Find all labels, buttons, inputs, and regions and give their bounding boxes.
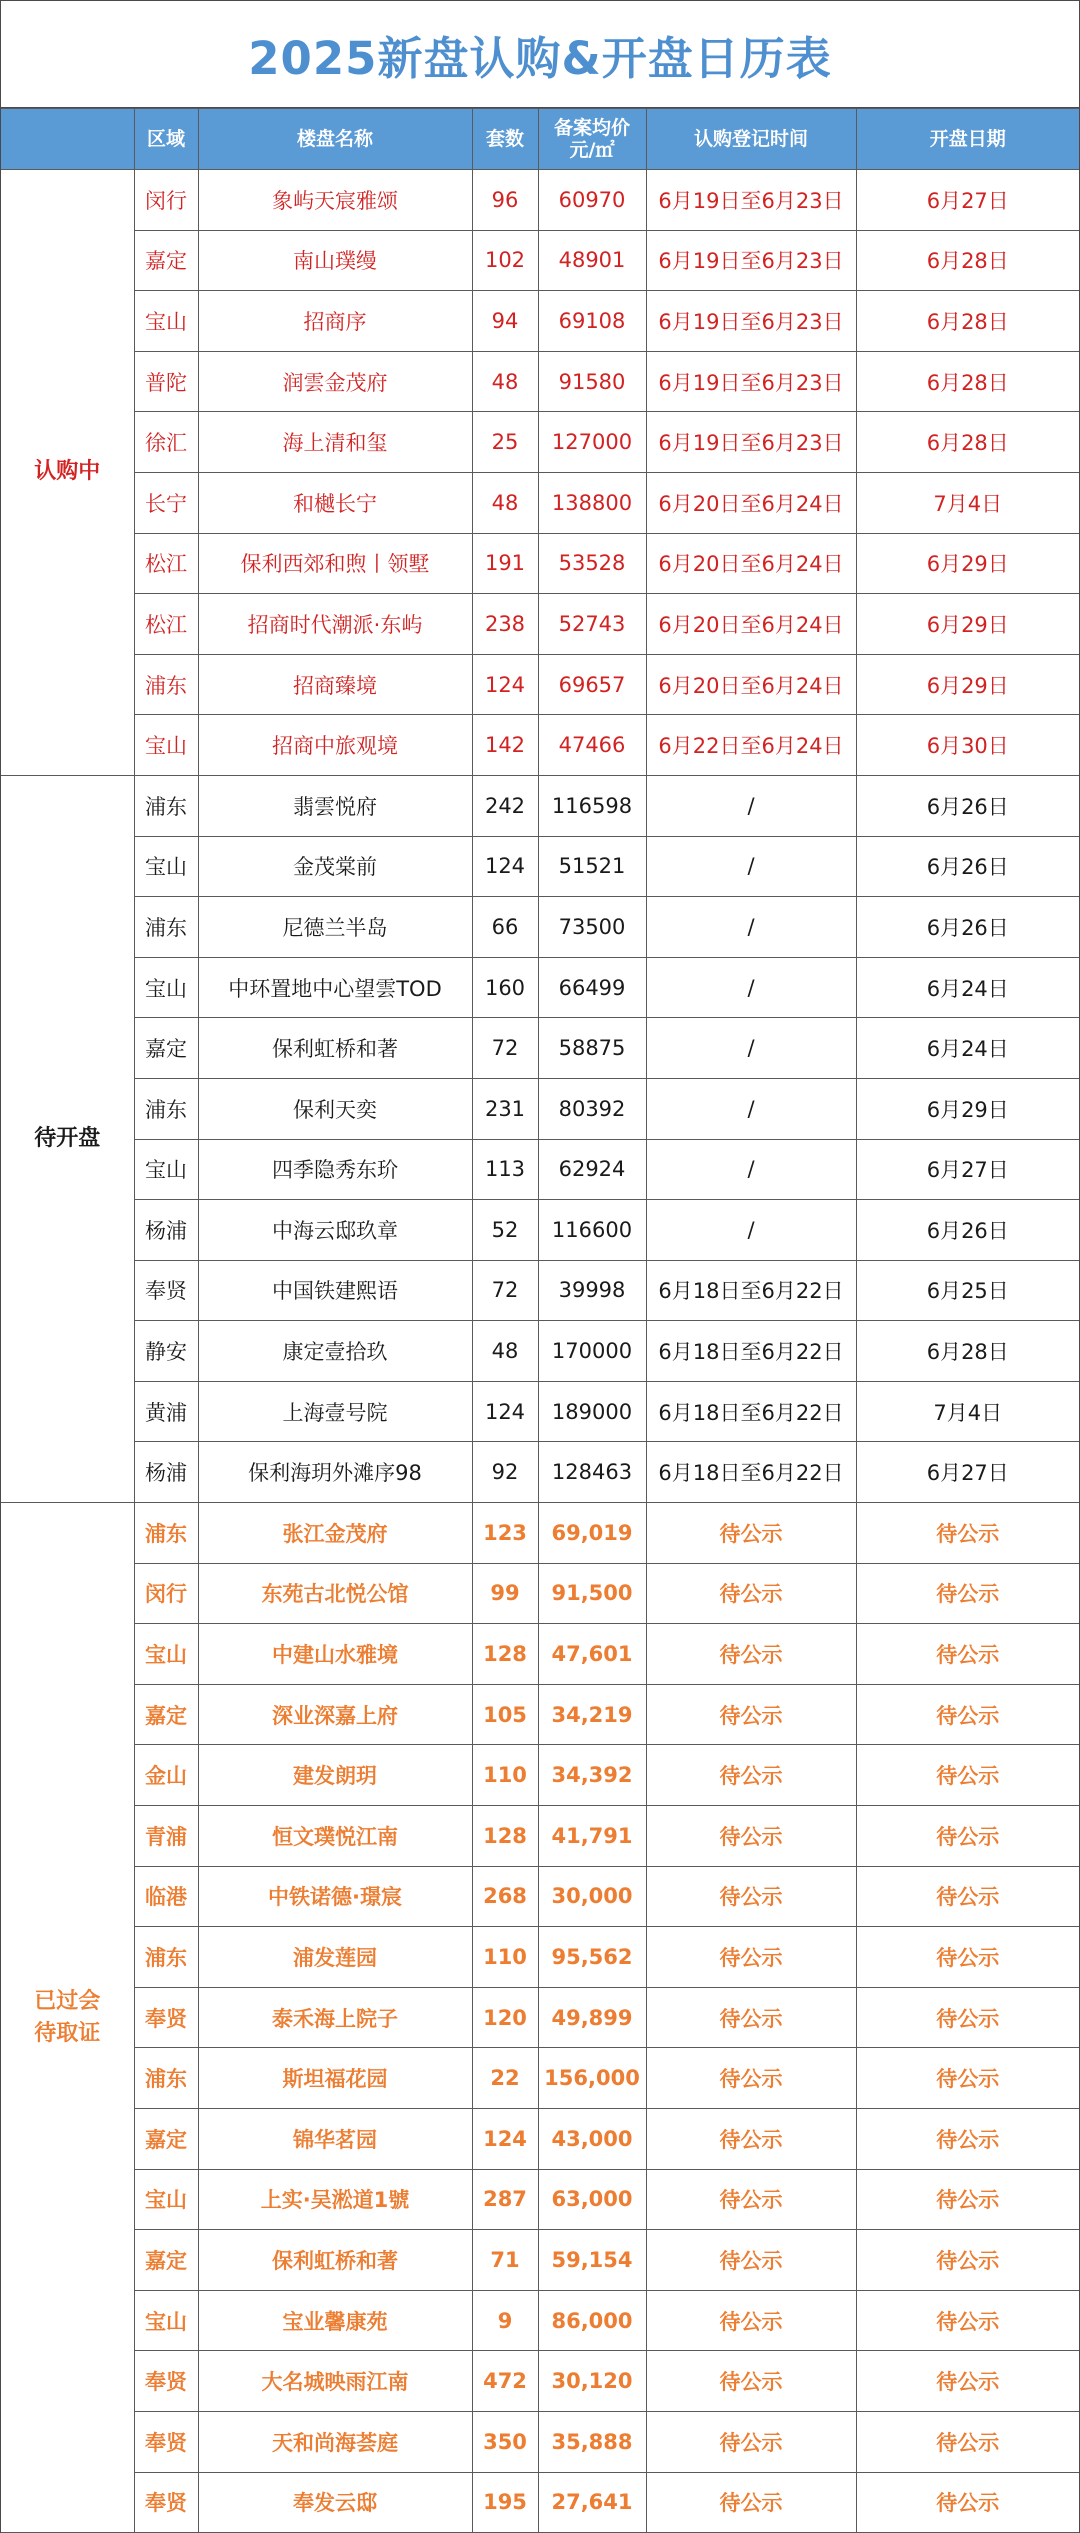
- units-cell: 123: [472, 1503, 538, 1564]
- project-cell: 上实·吴淞道1號: [198, 2169, 472, 2230]
- subscription-cell: 6月18日至6月22日: [646, 1442, 856, 1503]
- units-cell: 22: [472, 2048, 538, 2109]
- price-cell: 128463: [538, 1442, 646, 1503]
- open-date-cell: 6月28日: [856, 1321, 1079, 1382]
- units-cell: 48: [472, 351, 538, 412]
- open-date-cell: 待公示: [856, 1684, 1079, 1745]
- district-cell: 宝山: [134, 2169, 198, 2230]
- price-cell: 91,500: [538, 1563, 646, 1624]
- group-label-line: 待取证: [34, 2020, 101, 2046]
- open-date-cell: 待公示: [856, 1927, 1079, 1988]
- district-cell: 嘉定: [134, 230, 198, 291]
- units-cell: 99: [472, 1563, 538, 1624]
- table-body: [1, 170, 1079, 2533]
- table-row: [1, 472, 1079, 533]
- project-cell: 泰禾海上院子: [198, 1987, 472, 2048]
- price-cell: 91580: [538, 351, 646, 412]
- table-row: [1, 957, 1079, 1018]
- project-cell: 深业深嘉上府: [198, 1684, 472, 1745]
- table-row: [1, 1139, 1079, 1200]
- price-cell: 39998: [538, 1260, 646, 1321]
- project-cell: 南山璞缦: [198, 230, 472, 291]
- table-row: [1, 1806, 1079, 1867]
- project-cell: 润雲金茂府: [198, 351, 472, 412]
- table-row: [1, 1442, 1079, 1503]
- subscription-cell: 6月19日至6月23日: [646, 291, 856, 352]
- table-row: [1, 2290, 1079, 2351]
- subscription-cell: /: [646, 1018, 856, 1079]
- table-row: [1, 654, 1079, 715]
- units-cell: 124: [472, 1381, 538, 1442]
- units-cell: 195: [472, 2472, 538, 2533]
- open-date-cell: 待公示: [856, 1806, 1079, 1867]
- project-cell: 和樾长宁: [198, 472, 472, 533]
- open-date-cell: 7月4日: [856, 472, 1079, 533]
- open-date-cell: 6月26日: [856, 897, 1079, 958]
- units-cell: 160: [472, 957, 538, 1018]
- district-cell: 宝山: [134, 2290, 198, 2351]
- subscription-cell: /: [646, 1139, 856, 1200]
- table-row: [1, 230, 1079, 291]
- subscription-cell: 待公示: [646, 2109, 856, 2170]
- table-row: [1, 1684, 1079, 1745]
- group-label-cell: 待开盘: [1, 775, 134, 1502]
- table-row: [1, 2169, 1079, 2230]
- subscription-cell: /: [646, 775, 856, 836]
- open-date-cell: 6月29日: [856, 1078, 1079, 1139]
- price-cell: 47,601: [538, 1624, 646, 1685]
- units-cell: 124: [472, 654, 538, 715]
- open-date-cell: 6月25日: [856, 1260, 1079, 1321]
- subscription-cell: 6月18日至6月22日: [646, 1260, 856, 1321]
- project-cell: 上海壹号院: [198, 1381, 472, 1442]
- units-cell: 110: [472, 1745, 538, 1806]
- table-row: [1, 1624, 1079, 1685]
- subscription-cell: 6月20日至6月24日: [646, 472, 856, 533]
- calendar-table: [1, 108, 1079, 2533]
- open-date-cell: 待公示: [856, 2411, 1079, 2472]
- subscription-cell: 待公示: [646, 2411, 856, 2472]
- subscription-cell: /: [646, 957, 856, 1018]
- district-cell: 嘉定: [134, 1018, 198, 1079]
- units-cell: 66: [472, 897, 538, 958]
- units-cell: 124: [472, 836, 538, 897]
- subscription-cell: 6月19日至6月23日: [646, 351, 856, 412]
- table-row: [1, 1866, 1079, 1927]
- district-cell: 普陀: [134, 351, 198, 412]
- units-cell: 191: [472, 533, 538, 594]
- subscription-cell: 待公示: [646, 2169, 856, 2230]
- open-date-cell: 6月26日: [856, 836, 1079, 897]
- project-cell: 招商序: [198, 291, 472, 352]
- units-cell: 72: [472, 1260, 538, 1321]
- table-row: [1, 1987, 1079, 2048]
- table-row: [1, 594, 1079, 655]
- subscription-cell: /: [646, 897, 856, 958]
- district-cell: 杨浦: [134, 1442, 198, 1503]
- table-row: [1, 1381, 1079, 1442]
- subscription-cell: 6月20日至6月24日: [646, 654, 856, 715]
- project-cell: 翡雲悦府: [198, 775, 472, 836]
- project-cell: 大名城映雨江南: [198, 2351, 472, 2412]
- project-cell: 康定壹拾玖: [198, 1321, 472, 1382]
- price-cell: 63,000: [538, 2169, 646, 2230]
- subscription-cell: 6月18日至6月22日: [646, 1381, 856, 1442]
- header-district: 区域: [134, 109, 198, 170]
- units-cell: 110: [472, 1927, 538, 1988]
- units-cell: 238: [472, 594, 538, 655]
- open-date-cell: 6月28日: [856, 351, 1079, 412]
- units-cell: 25: [472, 412, 538, 473]
- open-date-cell: 6月26日: [856, 1200, 1079, 1261]
- price-cell: 69657: [538, 654, 646, 715]
- project-cell: 中建山水雅境: [198, 1624, 472, 1685]
- district-cell: 浦东: [134, 2048, 198, 2109]
- district-cell: 宝山: [134, 1624, 198, 1685]
- price-cell: 43,000: [538, 2109, 646, 2170]
- subscription-cell: 待公示: [646, 1806, 856, 1867]
- project-cell: 四季隐秀东玠: [198, 1139, 472, 1200]
- open-date-cell: 6月29日: [856, 594, 1079, 655]
- price-cell: 51521: [538, 836, 646, 897]
- price-cell: 86,000: [538, 2290, 646, 2351]
- units-cell: 9: [472, 2290, 538, 2351]
- price-cell: 47466: [538, 715, 646, 776]
- district-cell: 宝山: [134, 957, 198, 1018]
- open-date-cell: 6月24日: [856, 1018, 1079, 1079]
- price-cell: 156,000: [538, 2048, 646, 2109]
- project-cell: 保利天奕: [198, 1078, 472, 1139]
- open-date-cell: 6月28日: [856, 291, 1079, 352]
- units-cell: 231: [472, 1078, 538, 1139]
- price-cell: 49,899: [538, 1987, 646, 2048]
- table-row: [1, 2230, 1079, 2291]
- project-cell: 宝业馨康苑: [198, 2290, 472, 2351]
- subscription-cell: 待公示: [646, 2048, 856, 2109]
- open-date-cell: 7月4日: [856, 1381, 1079, 1442]
- table-row: [1, 1563, 1079, 1624]
- units-cell: 120: [472, 1987, 538, 2048]
- open-date-cell: 6月24日: [856, 957, 1079, 1018]
- subscription-cell: 待公示: [646, 1927, 856, 1988]
- subscription-cell: 待公示: [646, 2472, 856, 2533]
- units-cell: 128: [472, 1806, 538, 1867]
- project-cell: 建发朗玥: [198, 1745, 472, 1806]
- district-cell: 宝山: [134, 715, 198, 776]
- price-cell: 69,019: [538, 1503, 646, 1564]
- price-cell: 30,000: [538, 1866, 646, 1927]
- open-date-cell: 6月29日: [856, 654, 1079, 715]
- units-cell: 71: [472, 2230, 538, 2291]
- table-row: [1, 2411, 1079, 2472]
- table-row: [1, 1927, 1079, 1988]
- open-date-cell: 6月30日: [856, 715, 1079, 776]
- units-cell: 92: [472, 1442, 538, 1503]
- units-cell: 94: [472, 291, 538, 352]
- table-row: [1, 715, 1079, 776]
- subscription-cell: 待公示: [646, 1866, 856, 1927]
- open-date-cell: 6月27日: [856, 1442, 1079, 1503]
- open-date-cell: 待公示: [856, 2048, 1079, 2109]
- district-cell: 静安: [134, 1321, 198, 1382]
- group-label-line: 已过会: [34, 1988, 101, 2014]
- price-cell: 53528: [538, 533, 646, 594]
- table-row: [1, 2109, 1079, 2170]
- open-date-cell: 待公示: [856, 2169, 1079, 2230]
- open-date-cell: 待公示: [856, 1503, 1079, 1564]
- open-date-cell: 6月29日: [856, 533, 1079, 594]
- subscription-cell: 6月22日至6月24日: [646, 715, 856, 776]
- open-date-cell: 待公示: [856, 2290, 1079, 2351]
- subscription-cell: 待公示: [646, 1745, 856, 1806]
- units-cell: 128: [472, 1624, 538, 1685]
- open-date-cell: 6月27日: [856, 1139, 1079, 1200]
- price-cell: 35,888: [538, 2411, 646, 2472]
- district-cell: 宝山: [134, 1139, 198, 1200]
- table-row: [1, 351, 1079, 412]
- project-cell: 浦发莲园: [198, 1927, 472, 1988]
- subscription-cell: 待公示: [646, 1563, 856, 1624]
- header-price-line1: 备案均价: [553, 117, 630, 139]
- project-cell: 金茂棠前: [198, 836, 472, 897]
- table-row: [1, 1260, 1079, 1321]
- open-date-cell: 待公示: [856, 2472, 1079, 2533]
- project-cell: 东苑古北悦公馆: [198, 1563, 472, 1624]
- table-row: [1, 775, 1079, 836]
- units-cell: 96: [472, 170, 538, 231]
- header-open-date: 开盘日期: [856, 109, 1079, 170]
- table-row: [1, 1200, 1079, 1261]
- project-cell: 保利虹桥和著: [198, 1018, 472, 1079]
- price-cell: 41,791: [538, 1806, 646, 1867]
- units-cell: 113: [472, 1139, 538, 1200]
- subscription-cell: 待公示: [646, 2290, 856, 2351]
- price-cell: 138800: [538, 472, 646, 533]
- units-cell: 48: [472, 472, 538, 533]
- district-cell: 金山: [134, 1745, 198, 1806]
- district-cell: 长宁: [134, 472, 198, 533]
- price-cell: 59,154: [538, 2230, 646, 2291]
- project-cell: 天和尚海荟庭: [198, 2411, 472, 2472]
- district-cell: 浦东: [134, 1927, 198, 1988]
- units-cell: 287: [472, 2169, 538, 2230]
- open-date-cell: 6月28日: [856, 412, 1079, 473]
- district-cell: 奉贤: [134, 2472, 198, 2533]
- units-cell: 472: [472, 2351, 538, 2412]
- district-cell: 浦东: [134, 654, 198, 715]
- project-cell: 招商中旅观境: [198, 715, 472, 776]
- units-cell: 102: [472, 230, 538, 291]
- units-cell: 142: [472, 715, 538, 776]
- district-cell: 嘉定: [134, 2109, 198, 2170]
- table-row: [1, 291, 1079, 352]
- table-row: [1, 1018, 1079, 1079]
- district-cell: 闵行: [134, 170, 198, 231]
- table-row: [1, 1321, 1079, 1382]
- table-row: [1, 1503, 1079, 1564]
- district-cell: 杨浦: [134, 1200, 198, 1261]
- project-cell: 招商时代潮派·东屿: [198, 594, 472, 655]
- district-cell: 奉贤: [134, 2351, 198, 2412]
- subscription-cell: 待公示: [646, 1624, 856, 1685]
- units-cell: 268: [472, 1866, 538, 1927]
- project-cell: 锦华茗园: [198, 2109, 472, 2170]
- district-cell: 黄浦: [134, 1381, 198, 1442]
- subscription-cell: 6月20日至6月24日: [646, 533, 856, 594]
- subscription-cell: 待公示: [646, 1684, 856, 1745]
- group-label-cell: [1, 1503, 134, 2533]
- district-cell: 松江: [134, 594, 198, 655]
- subscription-cell: 6月19日至6月23日: [646, 230, 856, 291]
- header-subscription: 认购登记时间: [646, 109, 856, 170]
- project-cell: 招商臻境: [198, 654, 472, 715]
- project-cell: 象屿天宸雅颂: [198, 170, 472, 231]
- price-cell: 66499: [538, 957, 646, 1018]
- open-date-cell: 待公示: [856, 2230, 1079, 2291]
- header-units: 套数: [472, 109, 538, 170]
- price-cell: 80392: [538, 1078, 646, 1139]
- units-cell: 124: [472, 2109, 538, 2170]
- district-cell: 徐汇: [134, 412, 198, 473]
- subscription-cell: 待公示: [646, 1987, 856, 2048]
- price-cell: 58875: [538, 1018, 646, 1079]
- price-cell: 34,392: [538, 1745, 646, 1806]
- table-row: [1, 2048, 1079, 2109]
- price-cell: 116598: [538, 775, 646, 836]
- district-cell: 闵行: [134, 1563, 198, 1624]
- table-row: [1, 533, 1079, 594]
- district-cell: 宝山: [134, 836, 198, 897]
- price-cell: 127000: [538, 412, 646, 473]
- open-date-cell: 6月26日: [856, 775, 1079, 836]
- district-cell: 浦东: [134, 897, 198, 958]
- subscription-cell: 待公示: [646, 2230, 856, 2291]
- table-row: [1, 897, 1079, 958]
- district-cell: 青浦: [134, 1806, 198, 1867]
- units-cell: 52: [472, 1200, 538, 1261]
- project-cell: 中国铁建熙语: [198, 1260, 472, 1321]
- price-cell: 69108: [538, 291, 646, 352]
- price-cell: 27,641: [538, 2472, 646, 2533]
- table-row: [1, 2472, 1079, 2533]
- price-cell: 189000: [538, 1381, 646, 1442]
- price-cell: 60970: [538, 170, 646, 231]
- project-cell: 海上清和玺: [198, 412, 472, 473]
- project-cell: 斯坦福花园: [198, 2048, 472, 2109]
- project-cell: 奉发云邸: [198, 2472, 472, 2533]
- open-date-cell: 待公示: [856, 2109, 1079, 2170]
- district-cell: 松江: [134, 533, 198, 594]
- district-cell: 浦东: [134, 1078, 198, 1139]
- price-cell: 73500: [538, 897, 646, 958]
- project-cell: 张江金茂府: [198, 1503, 472, 1564]
- open-date-cell: 待公示: [856, 1987, 1079, 2048]
- units-cell: 72: [472, 1018, 538, 1079]
- header-row: [1, 109, 1079, 170]
- price-cell: 62924: [538, 1139, 646, 1200]
- units-cell: 242: [472, 775, 538, 836]
- district-cell: 浦东: [134, 775, 198, 836]
- subscription-cell: 6月20日至6月24日: [646, 594, 856, 655]
- table-row: [1, 1745, 1079, 1806]
- open-date-cell: 待公示: [856, 2351, 1079, 2412]
- subscription-cell: /: [646, 1200, 856, 1261]
- open-date-cell: 待公示: [856, 1624, 1079, 1685]
- price-cell: 30,120: [538, 2351, 646, 2412]
- subscription-cell: 待公示: [646, 1503, 856, 1564]
- subscription-cell: 6月18日至6月22日: [646, 1321, 856, 1382]
- project-cell: 中铁诺德·璟宸: [198, 1866, 472, 1927]
- project-cell: 尼德兰半岛: [198, 897, 472, 958]
- open-date-cell: 待公示: [856, 1563, 1079, 1624]
- project-cell: 保利虹桥和著: [198, 2230, 472, 2291]
- project-cell: 保利海玥外滩序98: [198, 1442, 472, 1503]
- project-cell: 恒文璞悦江南: [198, 1806, 472, 1867]
- units-cell: 350: [472, 2411, 538, 2472]
- table-row: [1, 2351, 1079, 2412]
- project-cell: 中环置地中心望雲TOD: [198, 957, 472, 1018]
- price-cell: 34,219: [538, 1684, 646, 1745]
- subscription-cell: 6月19日至6月23日: [646, 412, 856, 473]
- project-cell: 保利西郊和煦丨领墅: [198, 533, 472, 594]
- header-project: 楼盘名称: [198, 109, 472, 170]
- open-date-cell: 6月27日: [856, 170, 1079, 231]
- open-date-cell: 6月28日: [856, 230, 1079, 291]
- header-group: [1, 109, 134, 170]
- price-cell: 48901: [538, 230, 646, 291]
- price-cell: 116600: [538, 1200, 646, 1261]
- header-price: [538, 109, 646, 170]
- project-cell: 中海云邸玖章: [198, 1200, 472, 1261]
- group-label-cell: 认购中: [1, 170, 134, 776]
- table-row: [1, 836, 1079, 897]
- units-cell: 105: [472, 1684, 538, 1745]
- subscription-cell: 6月19日至6月23日: [646, 170, 856, 231]
- price-cell: 95,562: [538, 1927, 646, 1988]
- district-cell: 奉贤: [134, 1987, 198, 2048]
- price-cell: 170000: [538, 1321, 646, 1382]
- open-date-cell: 待公示: [856, 1866, 1079, 1927]
- district-cell: 临港: [134, 1866, 198, 1927]
- table-row: [1, 170, 1079, 231]
- district-cell: 奉贤: [134, 1260, 198, 1321]
- units-cell: 48: [472, 1321, 538, 1382]
- subscription-cell: 待公示: [646, 2351, 856, 2412]
- table-row: [1, 412, 1079, 473]
- header-price-line2: 元/㎡: [569, 139, 615, 161]
- subscription-cell: /: [646, 1078, 856, 1139]
- district-cell: 宝山: [134, 291, 198, 352]
- district-cell: 浦东: [134, 1503, 198, 1564]
- price-cell: 52743: [538, 594, 646, 655]
- subscription-cell: /: [646, 836, 856, 897]
- table-row: [1, 1078, 1079, 1139]
- district-cell: 嘉定: [134, 1684, 198, 1745]
- page-title: 2025新盘认购&开盘日历表: [1, 1, 1079, 108]
- district-cell: 嘉定: [134, 2230, 198, 2291]
- district-cell: 奉贤: [134, 2411, 198, 2472]
- open-date-cell: 待公示: [856, 1745, 1079, 1806]
